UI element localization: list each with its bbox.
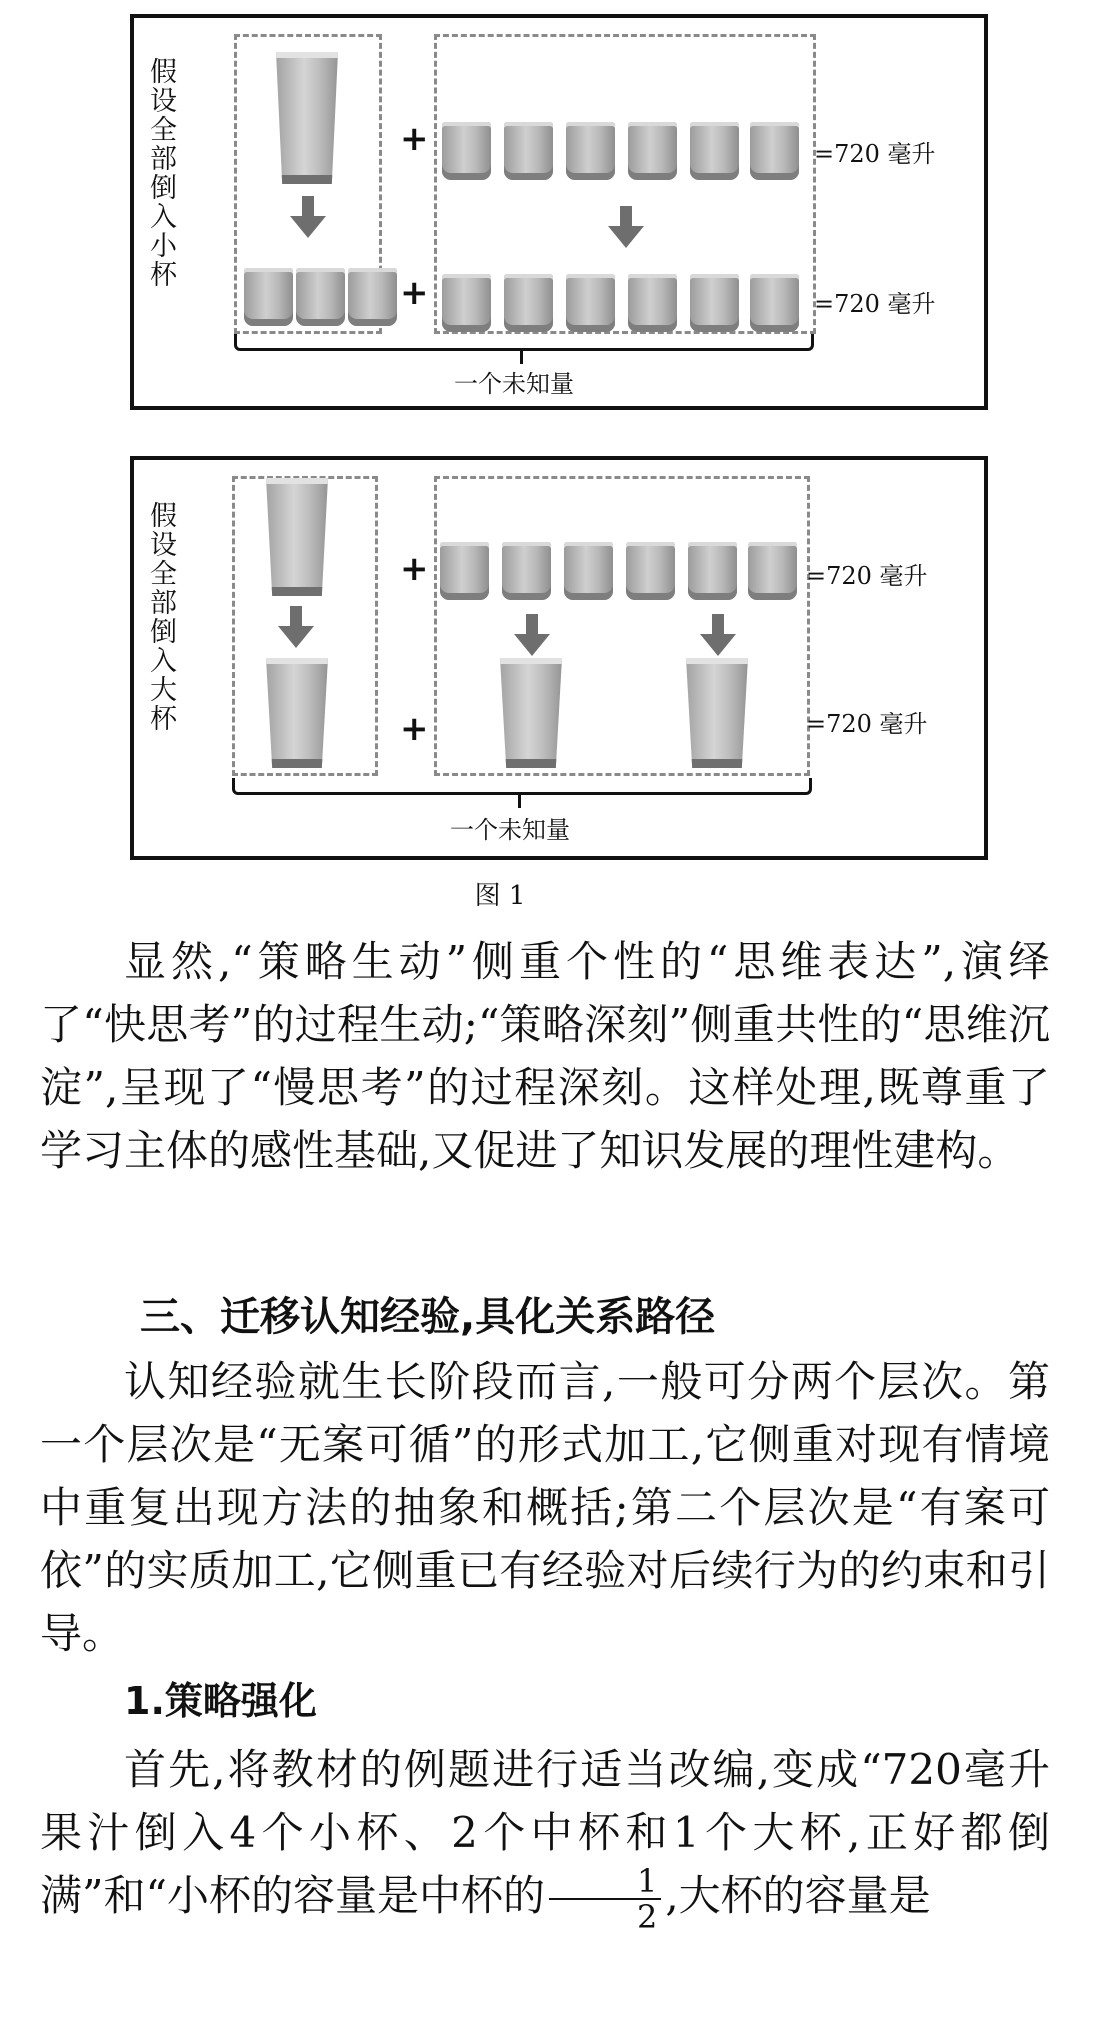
down-arrow — [616, 206, 636, 248]
medium-cup — [626, 542, 675, 600]
big-cup — [266, 478, 328, 596]
plus-sign: + — [400, 273, 429, 313]
side-label: 假 设 全 部 倒 入 大 杯 — [150, 501, 177, 735]
subheading: 1.策略强化 — [124, 1679, 317, 1723]
brace-tip — [518, 794, 521, 808]
small-cup — [690, 274, 739, 332]
medium-cup — [504, 122, 553, 180]
medium-cup — [688, 542, 737, 600]
small-cup — [566, 274, 615, 332]
paragraph-text: ,大杯的容量是 — [665, 1871, 931, 1920]
small-cup — [750, 274, 799, 332]
down-arrow — [286, 606, 306, 648]
medium-cup — [690, 122, 739, 180]
figure-panel-small-cups — [130, 14, 988, 410]
brace — [232, 778, 812, 795]
fraction-numerator: 1 — [549, 1864, 661, 1900]
medium-cup — [750, 122, 799, 180]
equation-label: =720 毫升 — [806, 710, 928, 738]
small-cup — [442, 274, 491, 332]
plus-sign: + — [400, 709, 429, 749]
dashed-group-medium-cups — [434, 476, 810, 776]
big-cup — [686, 658, 748, 768]
figure-panel-large-cups — [130, 456, 988, 860]
brace-tip — [520, 350, 523, 364]
brace — [234, 334, 814, 351]
medium-cup — [748, 542, 797, 600]
medium-cup — [442, 122, 491, 180]
plus-sign: + — [400, 119, 429, 159]
section-heading: 三、迁移认知经验,具化关系路径 — [140, 1294, 716, 1340]
paragraph: 认知经验就生长阶段而言,一般可分两个层次。第一个层次是“无案可循”的形式加工,它侧重对现有情境中重复出现方法的抽象和概括;第二个层次是“有案可依”的实质加工,它侧重已有经验对后续行为的约束和引导。 — [40, 1357, 1050, 1658]
small-cup — [628, 274, 677, 332]
big-cup — [500, 658, 562, 768]
equation-label: =720 毫升 — [814, 140, 936, 168]
paragraph: 显然,“策略生动”侧重个性的“思维表达”,演绎了“快思考”的过程生动;“策略深刻”侧重共性的“思维沉淀”,呈现了“慢思考”的过程深刻。这样处理,既尊重了学习主体的感性基础,又促进了知识发展的理性建构。 — [40, 937, 1050, 1175]
figure-caption: 图 1 — [474, 881, 526, 911]
brace-label: 一个未知量 — [450, 816, 570, 844]
medium-cup — [566, 122, 615, 180]
big-cup — [266, 658, 328, 768]
small-cup — [504, 274, 553, 332]
small-cup — [348, 268, 397, 326]
down-arrow — [298, 196, 318, 238]
paragraph — [40, 1738, 1050, 1934]
medium-cup — [502, 542, 551, 600]
small-cup — [296, 268, 345, 326]
fraction — [549, 1864, 661, 1934]
paragraph-text: 首先,将教材的例题进行适当改编,变成“720毫升果汁倒入4个小杯、2个中杯和1个大杯,正好都倒满”和“小杯的容量是中杯的 — [40, 1745, 1050, 1920]
side-label: 假 设 全 部 倒 入 小 杯 — [150, 57, 177, 291]
medium-cup — [440, 542, 489, 600]
down-arrow — [708, 614, 728, 656]
equation-label: =720 毫升 — [806, 562, 928, 590]
small-cup — [244, 268, 293, 326]
medium-cup — [628, 122, 677, 180]
big-cup — [276, 52, 338, 184]
down-arrow — [522, 614, 542, 656]
fraction-denominator: 2 — [636, 1898, 658, 1936]
equation-label: =720 毫升 — [814, 290, 936, 318]
brace-label: 一个未知量 — [454, 370, 574, 398]
plus-sign: + — [400, 549, 429, 589]
medium-cup — [564, 542, 613, 600]
